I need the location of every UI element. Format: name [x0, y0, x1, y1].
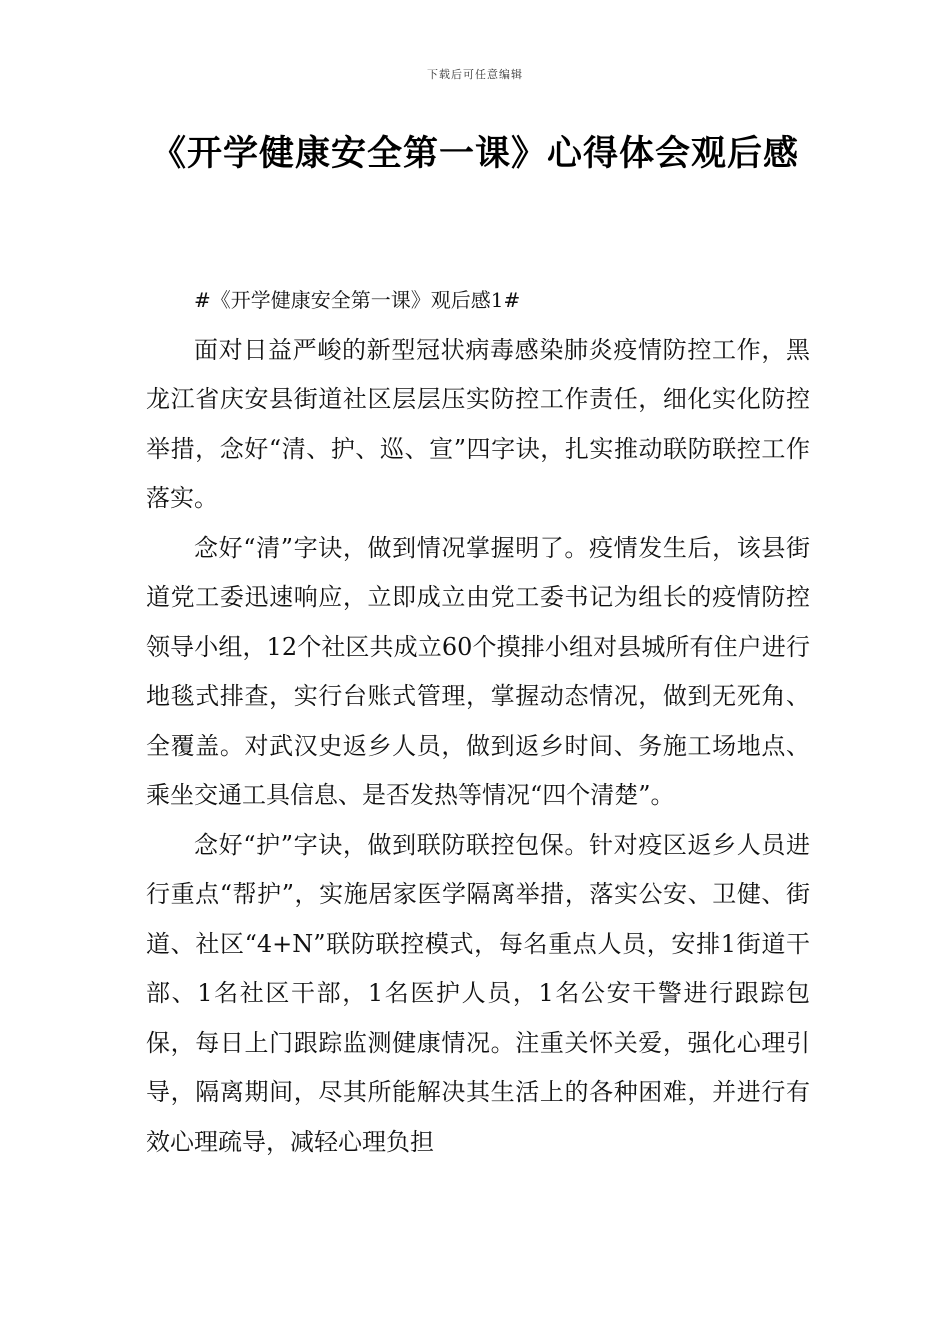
document-body — [146, 276, 810, 1167]
paragraph-qing: 念好“清”字诀，做到情况掌握明了。疫情发生后，该县街道党工委迅速响应，立即成立由党工委书记为组长的疫情防控领导小组，12个社区共成立60个摸排小组对县城所有住户进行地毯式排查，实行台账式管理，掌握动态情况，做到无死角、全覆盖。对武汉史返乡人员，做到返乡时间、务施工场地点、乘坐交通工具信息、是否发热等情况“四个清楚”。 — [146, 533, 810, 809]
page-title: 《开学健康安全第一课》心得体会观后感 — [150, 134, 799, 174]
header-note: 下载后可任意编辑 — [427, 68, 523, 81]
paragraph-hu: 念好“护”字诀，做到联防联控包保。针对疫区返乡人员进行重点“帮护”，实施居家医学隔离举措，落实公安、卫健、街道、社区“4+N”联防联控模式，每名重点人员，安排1街道干部、1名社区干部，1名医护人员，1名公安干警进行跟踪包保，每日上门跟踪监测健康情况。注重关怀关爱，强化心理引导，隔离期间，尽其所能解决其生活上的各种困难，并进行有效心理疏导，减轻心理负担 — [146, 830, 810, 1156]
section-heading: #《开学健康安全第一课》观后感1# — [194, 288, 521, 312]
paragraph-intro: 面对日益严峻的新型冠状病毒感染肺炎疫情防控工作，黑龙江省庆安县街道社区层层压实防控工作责任，细化实化防控举措，念好“清、护、巡、宣”四字诀，扎实推动联防联控工作落实。 — [146, 335, 810, 512]
